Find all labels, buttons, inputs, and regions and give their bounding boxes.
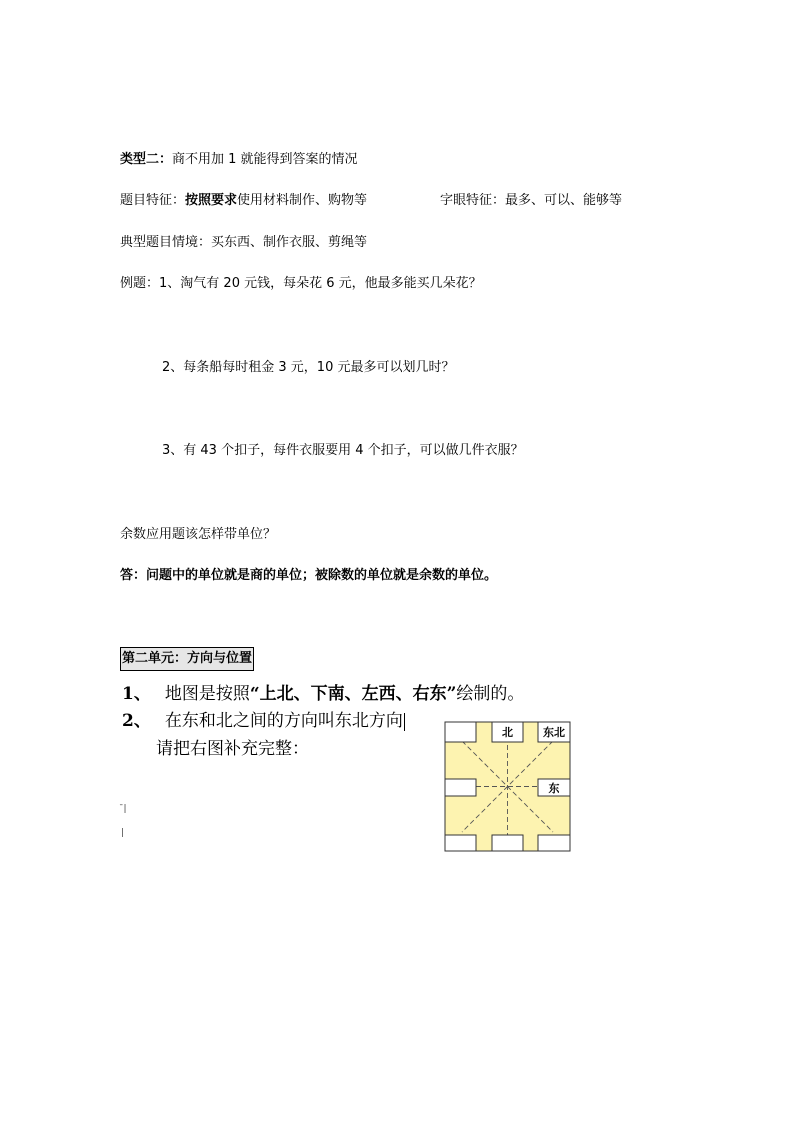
context-label: 典型题目情境： (120, 235, 212, 250)
margin-mark-bottom-text: | (121, 828, 125, 838)
item-1-quote: “上北、下南、左西、右东” (249, 684, 457, 704)
unit2-instruction (156, 739, 309, 759)
text-cursor (404, 713, 405, 731)
keyword-label: 字眼特征： (440, 193, 506, 208)
type2-heading-label: 类型二： (120, 152, 173, 167)
type2-keyword-line (440, 193, 622, 209)
remainder-question-text: 余数应用题该怎样带单位？ (120, 527, 277, 542)
example-1 (120, 276, 482, 292)
item-2-number: 2、 (122, 711, 151, 731)
margin-mark-top-text: ˉ| (119, 804, 127, 814)
unit2-title (120, 647, 254, 671)
box-southeast[interactable] (538, 835, 570, 851)
example-2-text: 2、每条船每时租金 3 元，10 元最多可以划几时？ (162, 360, 455, 375)
label-north: 北 (502, 726, 513, 739)
item-2-text: 在东和北之间的方向叫东北方向 (164, 711, 403, 731)
example-3 (162, 443, 524, 459)
box-southwest[interactable] (445, 835, 476, 851)
type2-heading (120, 152, 358, 168)
unit2-title-text: 第二单元：方向与位置 (122, 651, 253, 666)
feature-text: 使用材料制作、购物等 (237, 193, 368, 208)
type2-feature-line (120, 193, 367, 209)
remainder-answer (120, 568, 497, 584)
label-east: 东 (548, 782, 560, 795)
unit2-item-1 (122, 684, 524, 704)
feature-bold: 按照要求 (185, 193, 238, 208)
direction-diagram (440, 719, 576, 857)
box-west[interactable] (445, 779, 476, 796)
remainder-answer-text: 答：问题中的单位就是商的单位；被除数的单位就是余数的单位。 (120, 568, 498, 583)
item-1-number: 1、 (122, 684, 151, 704)
item-1-text-a: 地图是按照 (164, 684, 250, 704)
label-northeast: 东北 (543, 726, 565, 739)
remainder-question (120, 527, 276, 543)
example-1-text: 1、淘气有 20 元钱，每朵花 6 元，他最多能买几朵花？ (159, 276, 482, 291)
instruction-text: 请把右图补充完整： (156, 739, 309, 759)
context-text: 买东西、制作衣服、剪绳等 (211, 235, 368, 250)
box-northwest[interactable] (445, 722, 476, 742)
keyword-text: 最多、可以、能够等 (505, 193, 623, 208)
type2-heading-text: 商不用加 1 就能得到答案的情况 (172, 152, 358, 167)
box-south[interactable] (492, 835, 523, 851)
example-label: 例题： (120, 276, 160, 291)
feature-label: 题目特征： (120, 193, 186, 208)
margin-mark-bottom (121, 828, 124, 838)
example-2 (162, 360, 454, 376)
unit2-item-2 (122, 711, 405, 731)
type2-context-line (120, 235, 367, 251)
example-3-text: 3、有 43 个扣子，每件衣服要用 4 个扣子，可以做几件衣服？ (162, 443, 524, 458)
item-1-text-b: 绘制的。 (456, 684, 525, 704)
margin-mark-top (119, 804, 127, 814)
